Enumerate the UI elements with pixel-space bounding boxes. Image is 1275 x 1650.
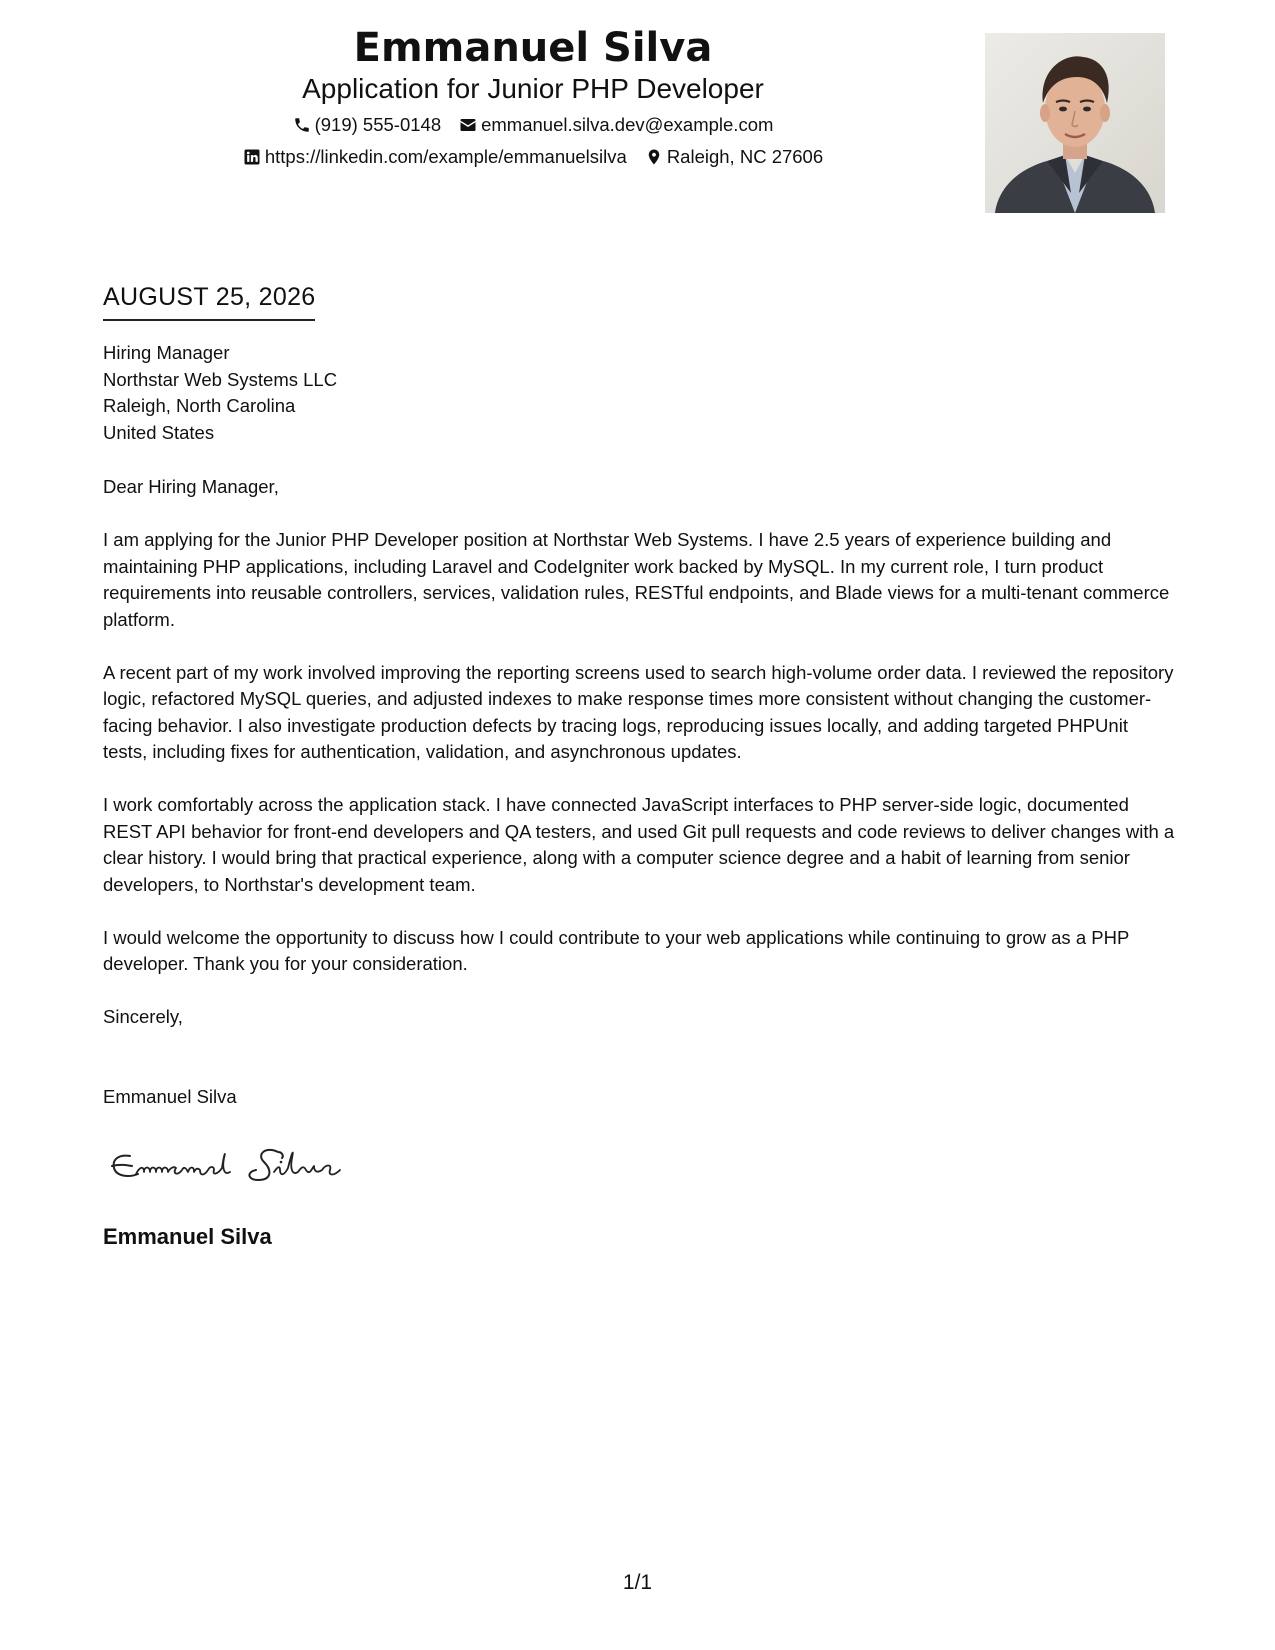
linkedin-icon <box>243 148 261 166</box>
envelope-icon <box>459 116 477 134</box>
recipient-city: Raleigh, North Carolina <box>103 395 296 416</box>
contact-location <box>645 144 823 170</box>
contact-line-2 <box>103 144 963 170</box>
contact-linkedin <box>243 144 627 170</box>
location-text: Raleigh, NC 27606 <box>666 146 824 167</box>
contact-email <box>459 112 773 138</box>
handwritten-signature <box>106 1138 366 1198</box>
page-number: 1/1 <box>622 1571 653 1594</box>
applicant-name: Emmanuel Silva <box>353 25 713 71</box>
salutation: Dear Hiring Manager, <box>103 476 279 497</box>
recipient-address <box>103 340 337 446</box>
phone-icon <box>293 116 311 134</box>
closing: Sincerely, <box>103 1006 183 1027</box>
map-marker-icon <box>645 148 663 166</box>
letter-header <box>103 22 1163 222</box>
linkedin-link[interactable]: https://linkedin.com/example/emmanuelsilva <box>264 146 627 167</box>
recipient-country: United States <box>103 421 215 443</box>
header-text-block <box>103 22 963 170</box>
phone-text: (919) 555-0148 <box>314 114 442 135</box>
paragraph-1: I am applying for the Junior PHP Developer position at Northstar Web Systems. I have 2.5 years of experience building and maintaining PHP applications, including Laravel and CodeIgniter work backed by MySQL. In my current role, I turn product requirements into reusable controllers, services, validation rules, RESTful endpoints, and Blade views for a multi-tenant commerce platform. <box>103 529 1170 630</box>
paragraph-2: A recent part of my work involved improving the reporting screens used to search high-volume order data. I reviewed the repository logic, refactored MySQL queries, and adjusted indexes to make response times more consistent without changing the customer-facing behavior. I also investigate production defects by tracing logs, reproducing issues locally, and adding targeted PHPUnit tests, including fixes for authentication, validation, and asynchronous updates. <box>103 661 1174 762</box>
application-subtitle: Application for Junior PHP Developer <box>302 73 764 104</box>
signer-name: Emmanuel Silva <box>103 1085 237 1107</box>
profile-photo <box>985 33 1165 213</box>
letter-body <box>103 474 1175 1137</box>
contact-phone <box>293 112 442 138</box>
paragraph-4: I would welcome the opportunity to discuss how I could contribute to your web applications while continuing to grow as a PHP developer. Thank you for your consideration. <box>103 926 1129 974</box>
recipient-company: Northstar Web Systems LLC <box>103 368 338 390</box>
letter-date: AUGUST 25, 2026 <box>103 280 315 321</box>
email-text[interactable]: emmanuel.silva.dev@example.com <box>481 114 774 135</box>
recipient-title: Hiring Manager <box>103 342 230 363</box>
signer-name-bold: Emmanuel Silva <box>103 1224 272 1249</box>
paragraph-3: I work comfortably across the application stack. I have connected JavaScript interfaces to PHP server-side logic, documented REST API behavior for front-end developers and QA testers, and used Git pull requests and code reviews to deliver changes with a clear history. I would bring that practical experience, along with a computer science degree and a habit of learning from senior developers, to Northstar's development team. <box>103 794 1175 895</box>
date-block <box>103 280 315 321</box>
contact-line-1 <box>103 112 963 138</box>
